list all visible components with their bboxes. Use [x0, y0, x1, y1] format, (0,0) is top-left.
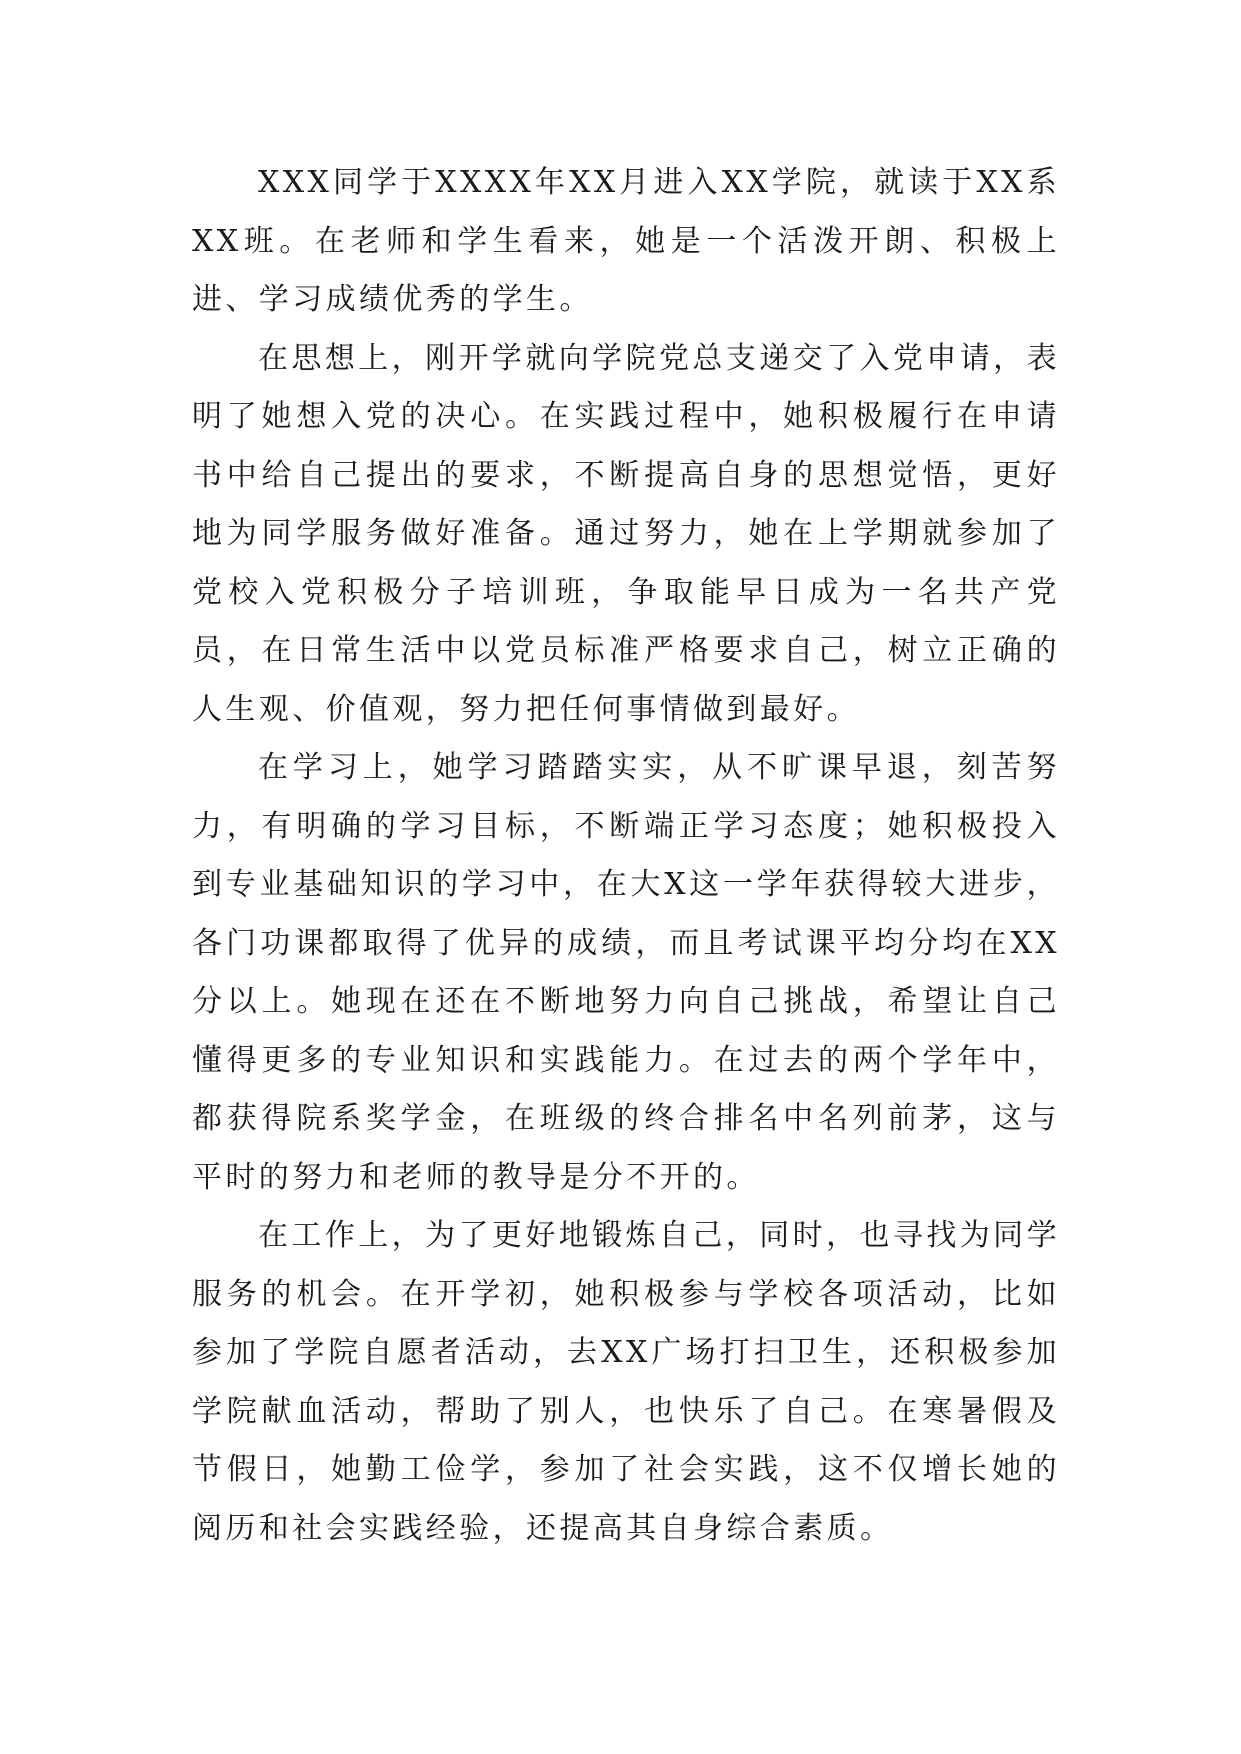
paragraph-study: 在学习上，她学习踏踏实实，从不旷课早退，刻苦努力，有明确的学习目标，不断端正学习态度；她积极投入到专业基础知识的学习中，在大X这一学年获得较大进步，各门功课都取得了优异的成绩，而且考试课平均分均在XX分以上。她现在还在不断地努力向自己挑战，希望让自己懂得更多的专业知识和实践能力。在过去的两个学年中，都获得院系奖学金，在班级的终合排名中名列前茅，这与平时的努力和老师的教导是分不开的。 — [192, 750, 1060, 1195]
document-body — [192, 154, 1060, 1558]
paragraph-work: 在工作上，为了更好地锻炼自己，同时，也寻找为同学服务的机会。在开学初，她积极参与学校各项活动，比如参加了学院自愿者活动，去XX广场打扫卫生，还积极参加学院献血活动，帮助了别人，也快乐了自己。在寒暑假及节假日，她勤工俭学，参加了社会实践，这不仅增长她的阅历和社会实践经验，还提高其自身综合素质。 — [192, 1218, 1060, 1546]
paragraph-ideology: 在思想上，刚开学就向学院党总支递交了入党申请，表明了她想入党的决心。在实践过程中，她积极履行在申请书中给自己提出的要求，不断提高自身的思想觉悟，更好地为同学服务做好准备。通过努力，她在上学期就参加了党校入党积极分子培训班，争取能早日成为一名共产党员，在日常生活中以党员标准严格要求自己，树立正确的人生观、价值观，努力把任何事情做到最好。 — [192, 340, 1060, 727]
paragraph-intro: XXX同学于XXXX年XX月进入XX学院，就读于XX系XX班。在老师和学生看来，她是一个活泼开朗、积极上进、学习成绩优秀的学生。 — [192, 165, 1060, 317]
